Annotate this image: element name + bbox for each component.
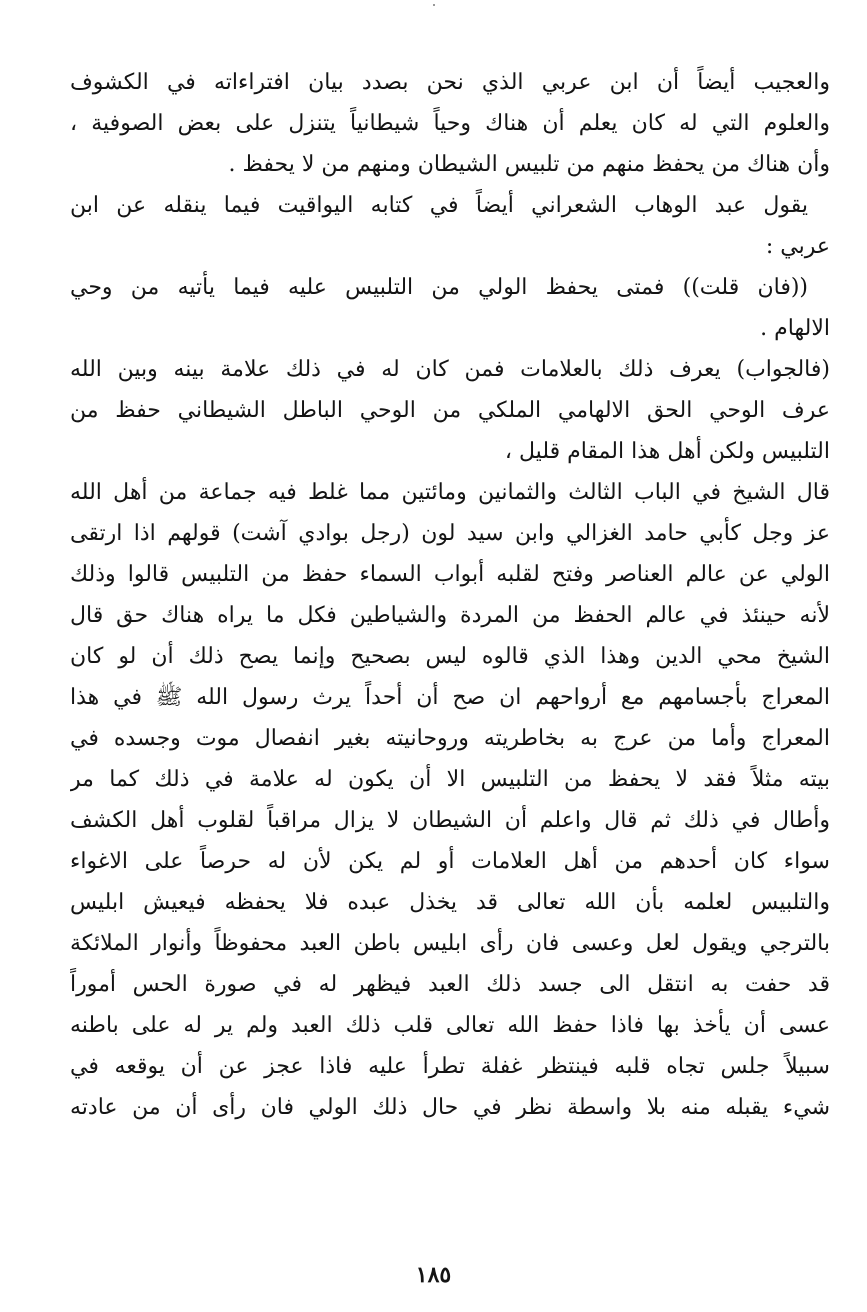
text-line: وأطال في ذلك ثم قال واعلم أن الشيطان لا يزال مراقباً لقلوب أهل الكشف — [70, 808, 830, 833]
text-line: المعراج بأجسامهم مع أرواحهم ان صح أن أحداً يرث رسول الله ﷺ في هذا — [70, 685, 830, 710]
text-line: يقول عبد الوهاب الشعراني أيضاً في كتابه اليواقيت فيما ينقله عن ابن — [70, 193, 808, 218]
text-line: سبيلاً جلس تجاه قلبه فينتظر غفلة تطرأ عليه فاذا عجز عن أن يوقعه في — [70, 1054, 830, 1079]
text-line: سواء كان أحدهم من أهل العلامات أو لم يكن لأن له حرصاً على الاغواء — [70, 849, 830, 874]
text-line: والتلبيس لعلمه بأن الله تعالى قد يخذل عبده فلا يحفظه فيعيش ابليس — [70, 890, 830, 915]
text-line: الشيخ محي الدين وهذا الذي قالوه ليس بصحيح وإنما يصح ذلك أن لو كان — [70, 644, 830, 669]
text-line: ((فان قلت)) فمتى يحفظ الولي من التلبيس عليه فيما يأتيه من وحي — [70, 275, 808, 300]
text-line: الالهام . — [760, 316, 830, 341]
text-line: عربي : — [765, 234, 830, 259]
text-line: المعراج وأما من عرج به بخاطريته وروحانيته بغير انفصال موت وجسده في — [70, 726, 830, 751]
body-text — [70, 62, 830, 1128]
text-line: قد حفت به انتقل الى جسد ذلك العبد فيظهر له في صورة الحس أموراً — [70, 972, 830, 997]
text-line: عسى أن يأخذ بها فاذا حفظ الله تعالى قلب ذلك العبد ولم ير له على باطنه — [70, 1013, 830, 1038]
scan-speck — [433, 4, 435, 6]
text-line: شيء يقبله منه بلا واسطة نظر في حال ذلك الولي فان رأى أن من عادته — [70, 1095, 830, 1120]
text-line: قال الشيخ في الباب الثالث والثمانين ومائتين مما غلط فيه جماعة من أهل الله — [70, 480, 830, 505]
page-number: ١٨٥ — [415, 1262, 452, 1288]
text-line: بالترجي ويقول لعل وعسى فان رأى ابليس باطن العبد محفوظاً وأنوار الملائكة — [70, 931, 830, 956]
text-line: (فالجواب) يعرف ذلك بالعلامات فمن كان له في ذلك علامة بينه وبين الله — [70, 357, 830, 382]
text-line: لأنه حينئذ في عالم الحفظ من المردة والشياطين فكل ما يراه هناك حق قال — [70, 603, 830, 628]
text-line: التلبيس ولكن أهل هذا المقام قليل ، — [504, 439, 830, 464]
text-line: عز وجل كأبي حامد الغزالي وابن سيد لون (رجل بوادي آشت) قولهم اذا ارتقى — [70, 521, 830, 546]
text-line: عرف الوحي الحق الالهامي الملكي من الوحي الباطل الشيطاني حفظ من — [70, 398, 830, 423]
text-line: والعجيب أيضاً أن ابن عربي الذي نحن بصدد بيان افتراءاته في الكشوف — [70, 70, 830, 95]
text-line: والعلوم التي له كان يعلم أن هناك وحياً شيطانياً يتنزل على بعض الصوفية ، — [70, 111, 830, 136]
text-line: بيته مثلاً فقد لا يحفظ من التلبيس الا أن يكون له علامة في ذلك كما مر — [70, 767, 830, 792]
text-line: وأن هناك من يحفظ منهم من تلبيس الشيطان ومنهم من لا يحفظ . — [228, 152, 830, 177]
text-line: الولي عن عالم العناصر وفتح لقلبه أبواب السماء حفظ من التلبيس قالوا وذلك — [70, 562, 830, 587]
